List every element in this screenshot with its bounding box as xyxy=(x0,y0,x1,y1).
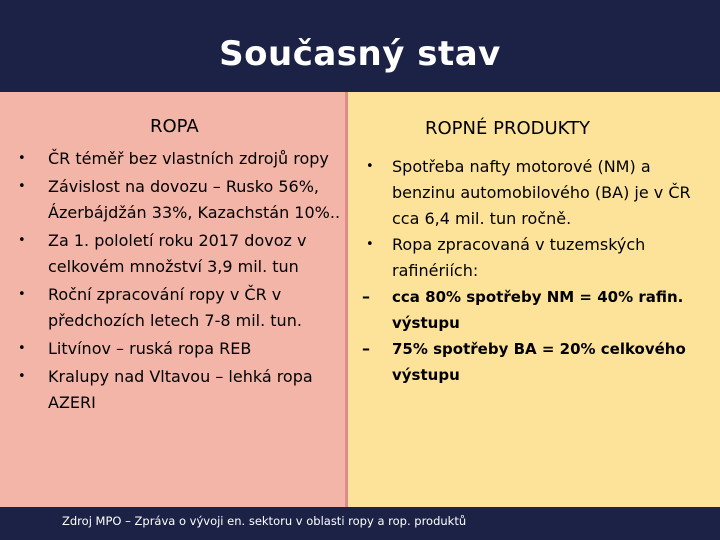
list-item-text: Ropa zpracovaná v tuzemských rafinériích: xyxy=(392,235,646,280)
list-item-text: ČR téměř bez vlastních zdrojů ropy xyxy=(48,149,329,168)
column-divider xyxy=(345,92,348,507)
list-item xyxy=(362,284,710,336)
ropne-produkty-heading: ROPNÉ PRODUKTY xyxy=(425,118,591,139)
dash-icon: – xyxy=(362,339,370,358)
list-item xyxy=(366,154,710,232)
list-item xyxy=(18,174,343,226)
list-item-text: Litvínov – ruská ropa REB xyxy=(48,339,252,358)
dash-icon: – xyxy=(362,287,370,306)
ropa-bullet-list xyxy=(18,146,343,418)
bullet-icon: • xyxy=(366,237,374,252)
bullet-icon: • xyxy=(18,369,26,384)
list-item xyxy=(362,336,710,388)
list-item xyxy=(18,336,343,362)
source-note: Zdroj MPO – Zpráva o vývoji en. sektoru v oblasti ropy a rop. produktů xyxy=(62,514,467,528)
list-item xyxy=(18,364,343,416)
list-item-text: Za 1. pololetí roku 2017 dovoz v celkovém množství 3,9 mil. tun xyxy=(48,231,307,276)
ropa-heading: ROPA xyxy=(150,116,199,137)
list-item-text: cca 80% spotřeby NM = 40% rafin. výstupu xyxy=(392,288,684,332)
ropne-produkty-bullet-list xyxy=(362,154,710,388)
bullet-icon: • xyxy=(18,233,26,248)
bullet-icon: • xyxy=(18,179,26,194)
list-item-text: 75% spotřeby BA = 20% celkového výstupu xyxy=(392,340,686,384)
bullet-icon: • xyxy=(18,287,26,302)
slide-title: Současný stav xyxy=(219,34,501,74)
list-item-text: Roční zpracování ropy v ČR v předchozích letech 7-8 mil. tun. xyxy=(48,285,302,330)
list-item-text: Spotřeba nafty motorové (NM) a benzinu automobilového (BA) je v ČR cca 6,4 mil. tun ročně. xyxy=(392,157,691,228)
list-item xyxy=(18,228,343,280)
list-item xyxy=(18,282,343,334)
bullet-icon: • xyxy=(18,151,26,166)
list-item xyxy=(18,146,343,172)
list-item xyxy=(366,232,710,284)
list-item-text: Kralupy nad Vltavou – lehká ropa AZERI xyxy=(48,367,313,412)
bullet-icon: • xyxy=(366,159,374,174)
bullet-icon: • xyxy=(18,341,26,356)
list-item-text: Závislost na dovozu – Rusko 56%, Ázerbájdžán 33%, Kazachstán 10%.. xyxy=(48,177,341,222)
